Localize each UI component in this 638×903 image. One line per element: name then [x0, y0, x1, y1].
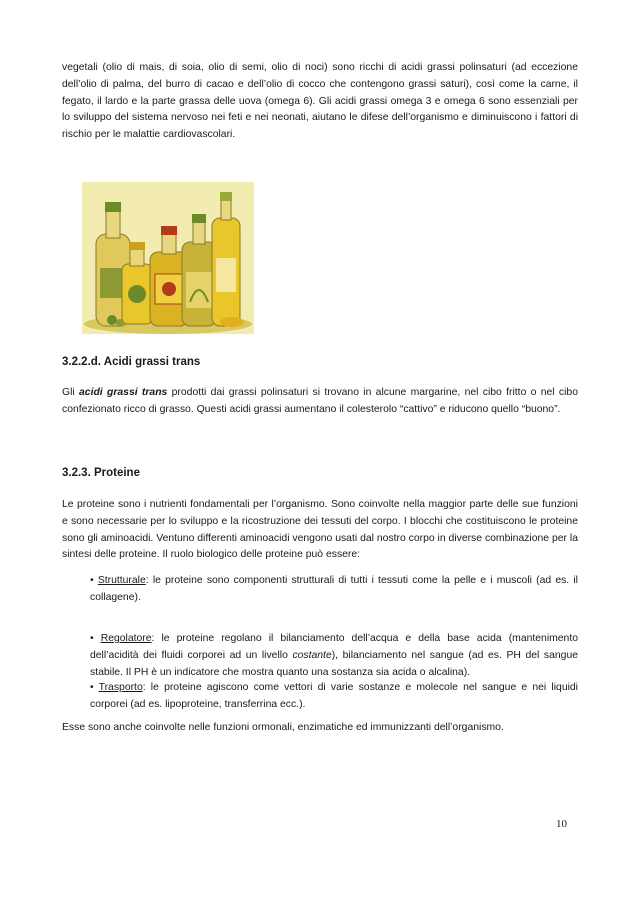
trans-post-text: prodotti dai grassi polinsaturi si trovano in alcune margarine, nel cibo fritto o nel cibo confezionato ricco di grasso. Questi acidi grassi aumentano il colesterolo “cattivo” e riducono quello “buono”.	[62, 387, 578, 415]
bullet-marker: •	[90, 682, 99, 693]
bullet-text: : le proteine sono componenti strutturali di tutti i tessuti come la pelle e i muscoli (ad es. il collagene).	[90, 575, 578, 603]
bullet-text: : le proteine agiscono come vettori di varie sostanze e molecole nel sangue e nei liquidi corporei (ad es. lipoproteine, transferrina ecc.).	[90, 682, 578, 710]
heading-proteins: 3.2.3. Proteine	[62, 467, 140, 479]
trans-pre-text: Gli	[62, 387, 80, 398]
bullet-marker: •	[90, 633, 101, 644]
oil-bottles-illustration	[82, 182, 254, 334]
bullet-text: ), bilanciamento nel sangue (ad es. PH del sangue stabile. Il PH è un indicatore che mostra quanto una sostanza sia acida o alcalina).	[90, 649, 579, 678]
bullet-italic-text: costante	[292, 649, 332, 661]
bullet-transport	[90, 680, 578, 714]
proteins-paragraph: Le proteine sono i nutrienti fondamentali per l’organismo. Sono coinvolte nella maggior parte delle sue funzioni e sono necessarie per lo sviluppo e la ricostruzione dei tessuti del corpo. I blocchi che costituiscono le proteine sono gli aminoacidi. Ventuno differenti aminoacidi vengono usati dal nostro corpo in diverse combinazione per la sintesi delle proteine. Il ruolo biologico delle proteine può essere:	[62, 499, 578, 561]
bullet-regulator	[90, 631, 578, 681]
bullet-term: Regolatore	[100, 633, 152, 644]
bullet-term: Trasporto	[98, 682, 143, 693]
bullet-marker: •	[90, 575, 98, 586]
heading-trans-fats: 3.2.2.d. Acidi grassi trans	[62, 356, 201, 368]
trans-term: acidi grassi trans	[79, 387, 168, 398]
page-number: 10	[556, 818, 567, 830]
bullet-term: Strutturale	[97, 575, 146, 586]
intro-paragraph: vegetali (olio di mais, di soia, olio di semi, olio di noci) sono ricchi di acidi grassi polinsaturi (ad eccezione dell’olio di palma, del burro di cacao e dell’olio di cocco che contengono grassi saturi), così come la carne, il fegato, il lardo e la parte grassa delle uova (omega 6). Gli acidi grassi omega 3 e omega 6 sono essenziali per lo sviluppo del sistema nervoso nei feti e nei neonati, aiutano le difese dell’organismo e diminuiscono i fattori di rischio per le malattie cardiovascolari.	[62, 62, 578, 141]
oil-bottles-image	[82, 182, 254, 334]
closing-paragraph: Esse sono anche coinvolte nelle funzioni ormonali, enzimatiche ed immunizzanti dell’organismo.	[62, 722, 504, 733]
bullet-structural	[90, 573, 578, 607]
trans-fats-paragraph	[62, 385, 578, 419]
bullet-text: : le proteine regolano il bilanciamento dell’acqua e della base acida (mantenimento dell’acidità dei fluidi corporei ad un livello	[90, 633, 579, 661]
